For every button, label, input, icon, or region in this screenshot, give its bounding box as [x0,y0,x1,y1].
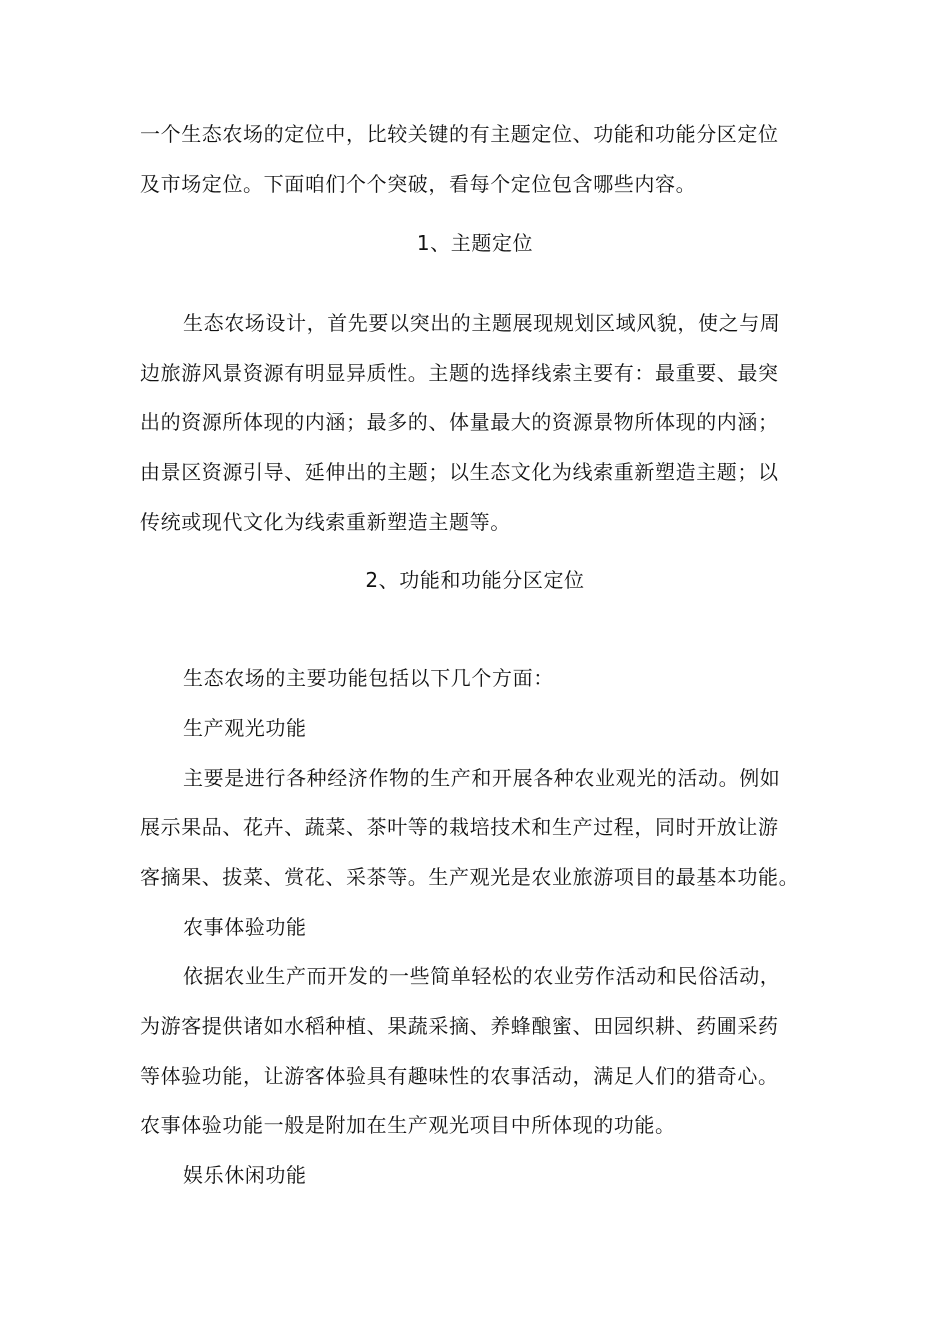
subheading: 娱乐休闲功能 [183,1163,307,1187]
intro-line: 一个生态农场的定位中，比较关键的有主题定位、功能和功能分区定位 [140,122,779,146]
subheading: 农事体验功能 [183,915,307,939]
paragraph-line: 边旅游风景资源有明显异质性。主题的选择线索主要有：最重要、最突 [140,361,779,385]
section-heading: 2、功能和功能分区定位 [365,568,585,592]
paragraph-line: 农事体验功能一般是附加在生产观光项目中所体现的功能。 [140,1113,676,1137]
subheading: 生产观光功能 [183,716,307,740]
paragraph-line: 生态农场的主要功能包括以下几个方面： [183,666,554,690]
paragraph-line: 展示果品、花卉、蔬菜、茶叶等的栽培技术和生产过程，同时开放让游 [140,815,779,839]
paragraph-line: 主要是进行各种经济作物的生产和开展各种农业观光的活动。例如 [183,766,781,790]
paragraph-line: 传统或现代文化为线索重新塑造主题等。 [140,510,511,534]
paragraph-line: 为游客提供诸如水稻种植、果蔬采摘、养蜂酿蜜、田园织耕、药圃采药 [140,1014,779,1038]
paragraph-line: 由景区资源引导、延伸出的主题；以生态文化为线索重新塑造主题；以 [140,460,779,484]
paragraph-line: 等体验功能，让游客体验具有趣味性的农事活动，满足人们的猎奇心。 [140,1064,779,1088]
paragraph-line: 依据农业生产而开发的一些简单轻松的农业劳作活动和民俗活动， [183,964,781,988]
paragraph-line: 生态农场设计，首先要以突出的主题展现规划区域风貌，使之与周 [183,311,781,335]
paragraph-line: 客摘果、拔菜、赏花、采茶等。生产观光是农业旅游项目的最基本功能。 [140,865,800,889]
intro-line: 及市场定位。下面咱们个个突破，看每个定位包含哪些内容。 [140,172,697,196]
paragraph-line: 出的资源所体现的内涵；最多的、体量最大的资源景物所体现的内涵； [140,410,779,434]
section-heading: 1、主题定位 [416,231,534,255]
